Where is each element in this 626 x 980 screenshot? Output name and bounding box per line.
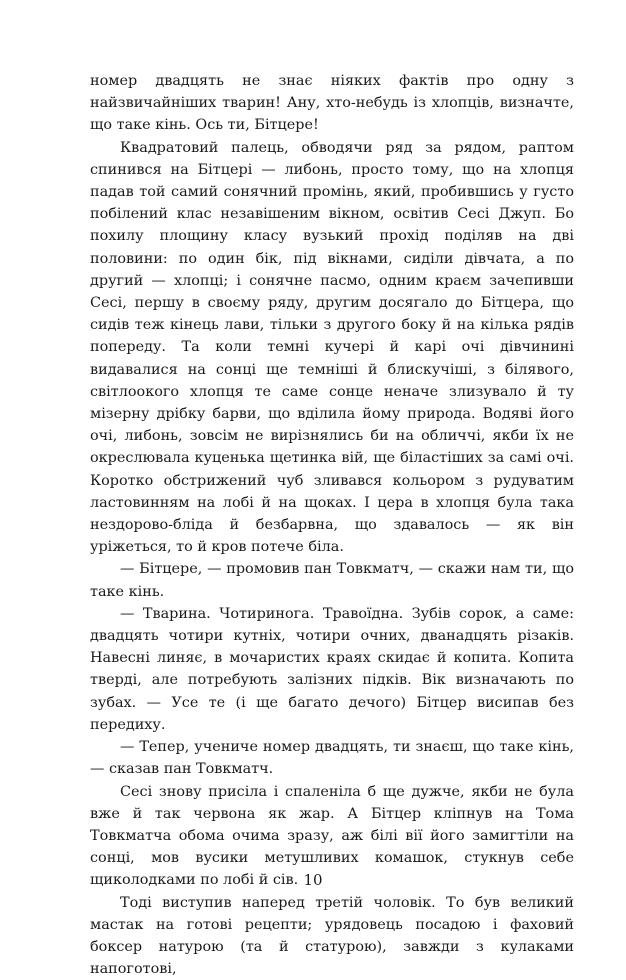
- paragraph-5: — Тепер, учениче номер двадцять, ти знаєш, що таке кінь, — сказав пан Товкматч.: [90, 739, 574, 778]
- paragraph-4: — Тварина. Чотиринога. Травоїдна. Зубів сорок, а саме: двадцять чотири кутніх, чотири очних, дванадцять різаків. Навесні линяє, в мочаристих краях скидає й копита. Копита тверді, але потребують залізних підків. Вік визначають по зубах. — Усе те (і ще багато дечого) Бітцер висипав без передиху.: [90, 605, 574, 733]
- page-body: [90, 70, 574, 980]
- paragraph-7: Тоді виступив наперед третій чоловік. То був великий мастак на готові рецепти; урядовець посадою і фаховий боксер натурою (та й статурою), завжди з кулаками напоготові,: [90, 894, 574, 978]
- paragraph-3: — Бітцере, — промовив пан Товкматч, — скажи нам ти, що таке кінь.: [90, 561, 574, 600]
- page-number: 10: [303, 871, 323, 889]
- paragraph-1: номер двадцять не знає ніяких фактів про одну з найзвичайніших тварин! Ану, хто-небудь із хлопців, визначте, що таке кінь. Ось ти, Бітцере!: [90, 73, 574, 134]
- paragraph-6: Сесі знову присіла і спаленіла б ще дужче, якби не була вже й так червона як жар. А Бітцер кліпнув на Тома Товкматча обома очима зразу, аж білі вії його замигтіли на сонці, мов вусики метушливих комашок, стукнув себе щиколодками по лобі й сів.: [90, 783, 574, 889]
- paragraph-2: Квадратовий палець, обводячи ряд за рядом, раптом спинився на Бітцері — либонь, просто тому, що на хлопця падав той самий сонячний промінь, який, пробившись у густо побілений клас незавішеним вікном, освітив Сесі Джуп. Бо похилу площину класу вузький прохід поділяв на дві половини: по один бік, під вікнами, сиділи дівчата, а по другий — хлопці; і сонячне пасмо, одним краєм зачепивши Сесі, першу в своєму ряду, другим досягало до Бітцера, що сидів теж кінець лави, тільки з другого боку й на кілька рядів попереду. Та коли темні кучері й карі очі дівчинині видавалися на сонці ще темніші й блискучіші, з білявого, світлоокого хлопця те саме сонце неначе злизувало й ту мізерну дрібку барви, що вділила йому природа. Водяві його очі, либонь, зовсім не вирізнялись би на обличчі, якби їх не окреслювала куценька щетинка вій, ще біластіших за самі очі. Коротко обстрижений чуб зливався кольором з рудуватим ластовинням на лобі й на щоках. І цера в хлопця була така нездорово-бліда й безбарвна, що здавалось — як він уріжеться, то й кров потече біла.: [90, 139, 574, 556]
